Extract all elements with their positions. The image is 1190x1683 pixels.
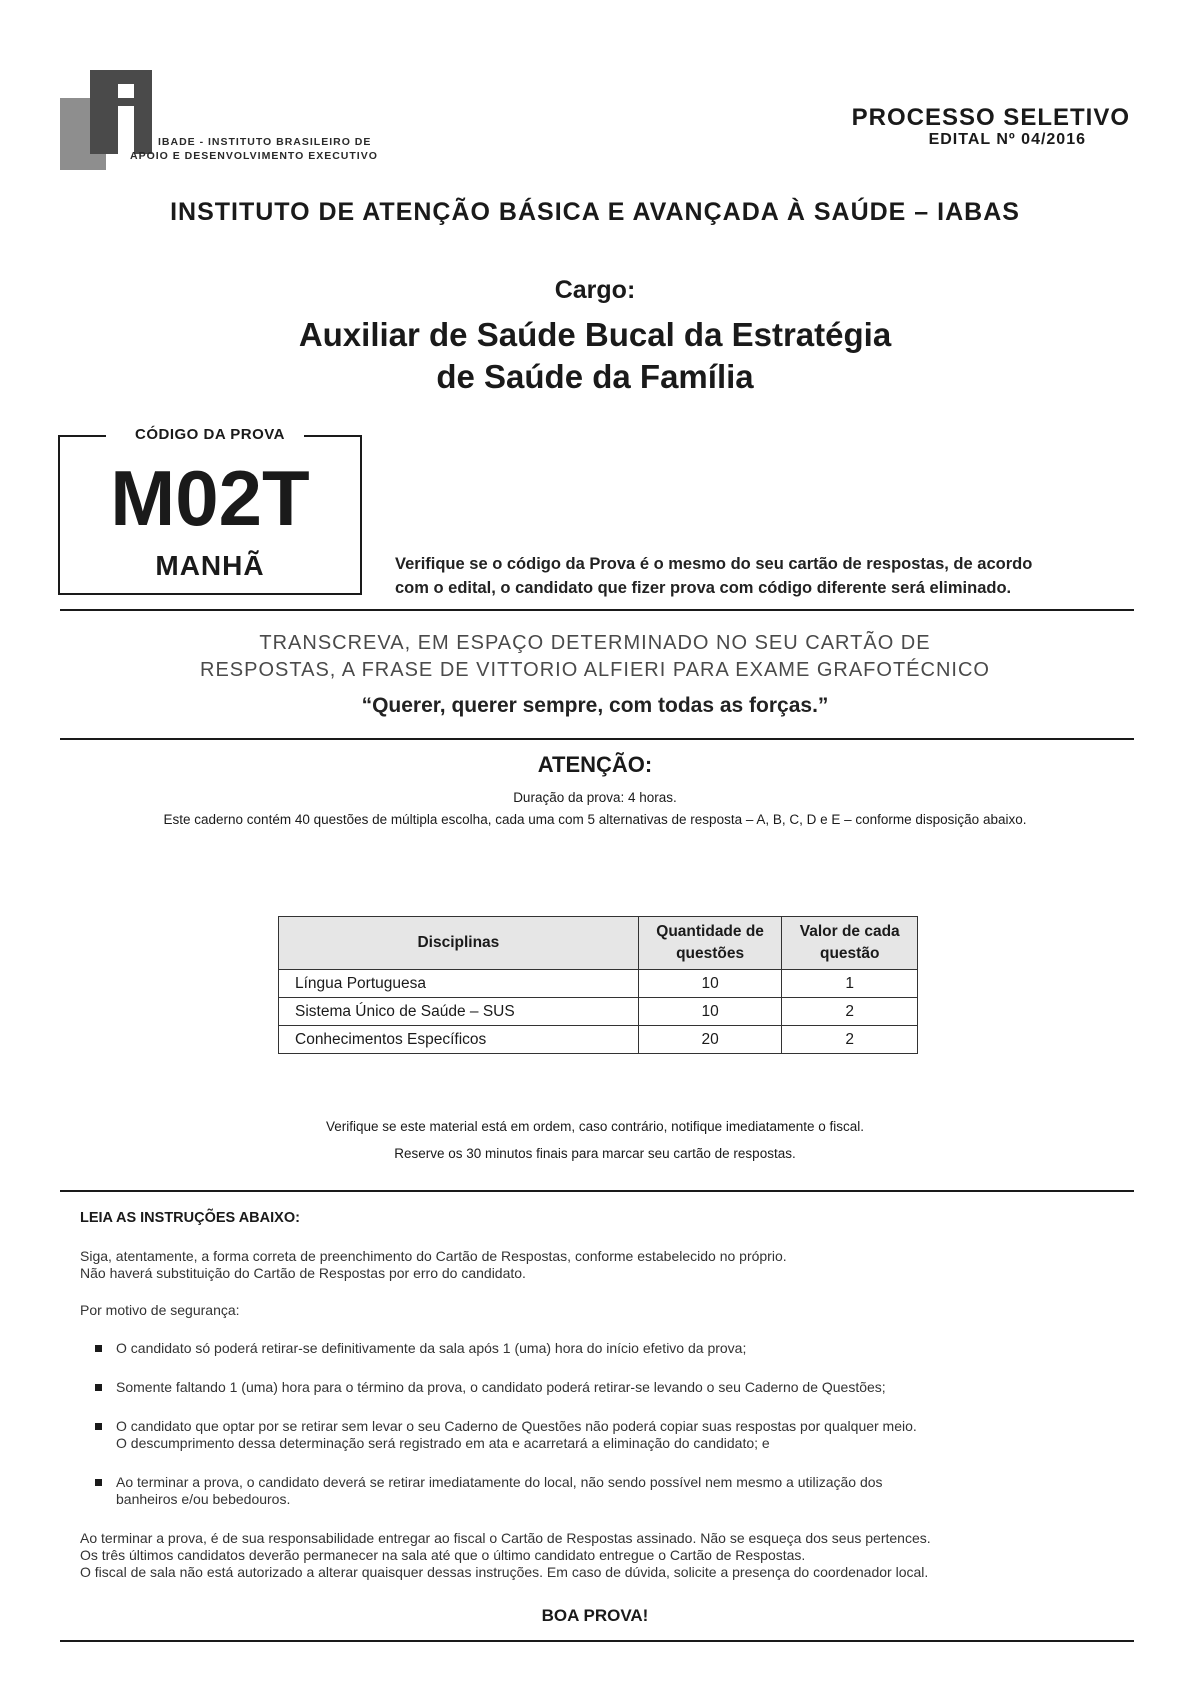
cargo-name-line-1: Auxiliar de Saúde Bucal da Estratégia [298,316,892,353]
institute-name [130,135,378,163]
verify-code-line-1: Verifique se o código da Prova é o mesmo do seu cartão de respostas, de acordo [395,555,1033,573]
question-value: 2 [782,1026,918,1054]
bullet-text-continued: O descumprimento dessa determinação será registrado em ata e acarretará a eliminação do candidato; e [116,1435,770,1451]
bullet-text: O candidato só poderá retirar-se definitivamente da sala após 1 (uma) hora do início efetivo da prova; [116,1340,747,1356]
table-header-row [279,917,918,970]
list-item [116,1340,1116,1357]
closing-line-3: O fiscal de sala não está autorizado a alterar quaisquer dessas instruções. Em caso de dúvida, solicite a presença do coordenador local. [80,1564,929,1580]
question-value: 2 [782,998,918,1026]
transcribe-instruction [0,630,1190,684]
bullet-text: Ao terminar a prova, o candidato deverá se retirar imediatamente do local, não sendo possível nem mesmo a utilização dos [116,1474,883,1490]
discipline-name: Sistema Único de Saúde – SUS [279,998,639,1026]
institute-line-1: IBADE - INSTITUTO BRASILEIRO DE [158,136,372,148]
divider [60,609,1134,611]
organization-title: INSTITUTO DE ATENÇÃO BÁSICA E AVANÇADA À SAÚDE – IABAS [170,198,1020,226]
discipline-name: Conhecimentos Específicos [279,1026,639,1054]
divider [60,1190,1134,1192]
cargo-label: Cargo: [554,276,636,304]
transcribe-line-1: TRANSCREVA, EM ESPAÇO DETERMINADO NO SEU CARTÃO DE [259,632,931,654]
bullet-icon [95,1384,102,1391]
exam-duration: Duração da prova: 4 horas. [513,790,677,805]
good-luck: BOA PROVA! [541,1606,649,1625]
bullet-text: Somente faltando 1 (uma) hora para o término da prova, o candidato poderá retirar-se levando o seu Caderno de Questões; [116,1379,886,1395]
divider [60,738,1134,740]
booklet-contents: Este caderno contém 40 questões de múltipla escolha, cada uma com 5 alternativas de resposta – A, B, C, D e E – conforme disposição abaixo. [163,812,1027,827]
process-title: PROCESSO SELETIVO [851,104,1130,131]
table-row [279,1026,918,1054]
question-count: 10 [638,970,782,998]
closing-line-1: Ao terminar a prova, é de sua responsabilidade entregar ao fiscal o Cartão de Respostas assinado. Não se esqueça dos seus pertences. [80,1530,931,1546]
list-item [116,1379,1116,1396]
header-valor: Valor de cada questão [782,917,918,970]
table-row [279,970,918,998]
institute-line-2: APOIO E DESENVOLVIMENTO EXECUTIVO [130,150,378,162]
transcribe-line-2: RESPOSTAS, A FRASE DE VITTORIO ALFIERI PARA EXAME GRAFOTÉCNICO [200,659,990,681]
bullet-icon [95,1345,102,1352]
question-value: 1 [782,970,918,998]
bullet-text: O candidato que optar por se retirar sem levar o seu Caderno de Questões não poderá copiar suas respostas por qualquer meio. [116,1418,917,1434]
bullet-icon [95,1423,102,1430]
question-count: 20 [638,1026,782,1054]
edital-number: EDITAL Nº 04/2016 [928,131,1086,148]
cargo-name-line-2: de Saúde da Família [436,358,754,395]
verify-code-line-2: com o edital, o candidato que fizer prova com código diferente será eliminado. [395,579,1012,597]
exam-shift: MANHÃ [155,550,265,581]
instructions-title: LEIA AS INSTRUÇÕES ABAIXO: [80,1210,300,1226]
alfieri-quote: “Querer, querer sempre, com todas as forças.” [361,694,829,717]
verify-code-notice [395,552,1135,600]
material-check-notice: Verifique se este material está em ordem, caso contrário, notifique imediatamente o fiscal. [325,1119,865,1134]
exam-code-label: CÓDIGO DA PROVA [134,426,285,443]
instructions-intro-2: Não haverá substituição do Cartão de Respostas por erro do candidato. [80,1265,526,1281]
exam-code-value: M02T [110,454,310,542]
list-item [116,1474,1116,1508]
security-label: Por motivo de segurança: [80,1302,240,1318]
disciplines-table [278,916,918,1054]
cargo-name [0,314,1190,398]
divider [60,1640,1134,1642]
discipline-name: Língua Portuguesa [279,970,639,998]
attention-title: ATENÇÃO: [537,752,653,777]
reserve-time-notice: Reserve os 30 minutos finais para marcar seu cartão de respostas. [394,1146,796,1161]
bullet-icon [95,1479,102,1486]
bullet-text-continued: banheiros e/ou bebedouros. [116,1491,291,1507]
closing-line-2: Os três últimos candidatos deverão permanecer na sala até que o último candidato entregue o Cartão de Respostas. [80,1547,806,1563]
header-quantidade: Quantidade de questões [638,917,782,970]
question-count: 10 [638,998,782,1026]
header-disciplinas: Disciplinas [279,917,639,970]
instructions-intro-1: Siga, atentamente, a forma correta de preenchimento do Cartão de Respostas, conforme estabelecido no próprio. [80,1248,787,1264]
list-item [116,1418,1116,1452]
table-row [279,998,918,1026]
